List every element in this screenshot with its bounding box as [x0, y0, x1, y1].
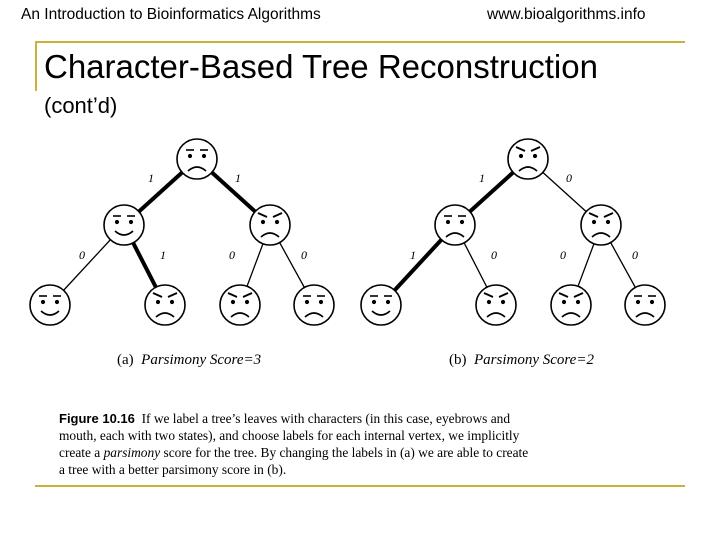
tree-b-label [449, 352, 594, 369]
header-website: www.bioalgorithms.info [487, 6, 646, 23]
tree-b-edge-label-4: 0 [491, 248, 497, 262]
tree-b [361, 139, 665, 325]
tree-b-edge-label-3: 1 [410, 248, 416, 262]
tree-b-score: Parsimony Score=2 [474, 352, 594, 368]
tree-b-edge-label-1: 1 [479, 171, 485, 185]
tree-a-face-l4 [294, 285, 334, 325]
tree-b-face-l2 [476, 285, 516, 325]
caption-line-4: a tree with a better parsimony score in (b). [59, 462, 287, 477]
tree-b-edge-label-2: 0 [566, 171, 572, 185]
tree-a-edge-label-3: 0 [79, 248, 85, 262]
tree-a-label-prefix: (a) [117, 352, 134, 368]
tree-b-face-R [581, 205, 621, 245]
tree-a-score: Parsimony Score=3 [141, 352, 262, 368]
tree-b-face-l4 [625, 285, 665, 325]
caption-text-1: If we label a tree’s leaves with characters (in this case, eyebrows and [141, 411, 511, 426]
slide-subtitle: (cont’d) [44, 93, 118, 118]
tree-b-face-L [435, 205, 475, 245]
caption-figure-label: Figure 10.16 [59, 411, 135, 426]
figure-caption [59, 410, 639, 478]
tree-b-edge-label-6: 0 [632, 248, 638, 262]
tree-a-face-l3 [220, 285, 260, 325]
tree-a-edge-label-2: 1 [235, 171, 241, 185]
tree-b-face-l3 [551, 285, 591, 325]
caption-text-3a: create a [59, 445, 104, 460]
tree-a-edge-label-5: 0 [229, 248, 235, 262]
tree-a-label [117, 352, 261, 369]
caption-text-3b: score for the tree. By changing the labels in (a) we are able to create [160, 445, 529, 460]
tree-a-face-L [104, 205, 144, 245]
caption-line-2: mouth, each with two states), and choose labels for each internal vertex, we implicitly [59, 428, 520, 443]
tree-b-edge-label-5: 0 [560, 248, 566, 262]
tree-a-edge-label-6: 0 [301, 248, 307, 262]
tree-a-face-root [177, 139, 217, 179]
tree-a-face-R [250, 205, 290, 245]
tree-a-edge-label-1: 1 [148, 171, 154, 185]
tree-a-face-l2 [145, 285, 185, 325]
tree-b-face-root [508, 139, 548, 179]
tree-a [30, 139, 334, 325]
header-course-title: An Introduction to Bioinformatics Algorithms [21, 6, 321, 23]
tree-a-face-l1 [30, 285, 70, 325]
caption-emphasis: parsimony [103, 445, 161, 460]
caption-line-1 [59, 410, 639, 427]
slide-title: Character-Based Tree Reconstruction [44, 48, 598, 85]
caption-line-3 [59, 444, 639, 461]
tree-a-edge-label-4: 1 [160, 248, 166, 262]
tree-b-face-l1 [361, 285, 401, 325]
tree-b-label-prefix: (b) [449, 352, 467, 368]
